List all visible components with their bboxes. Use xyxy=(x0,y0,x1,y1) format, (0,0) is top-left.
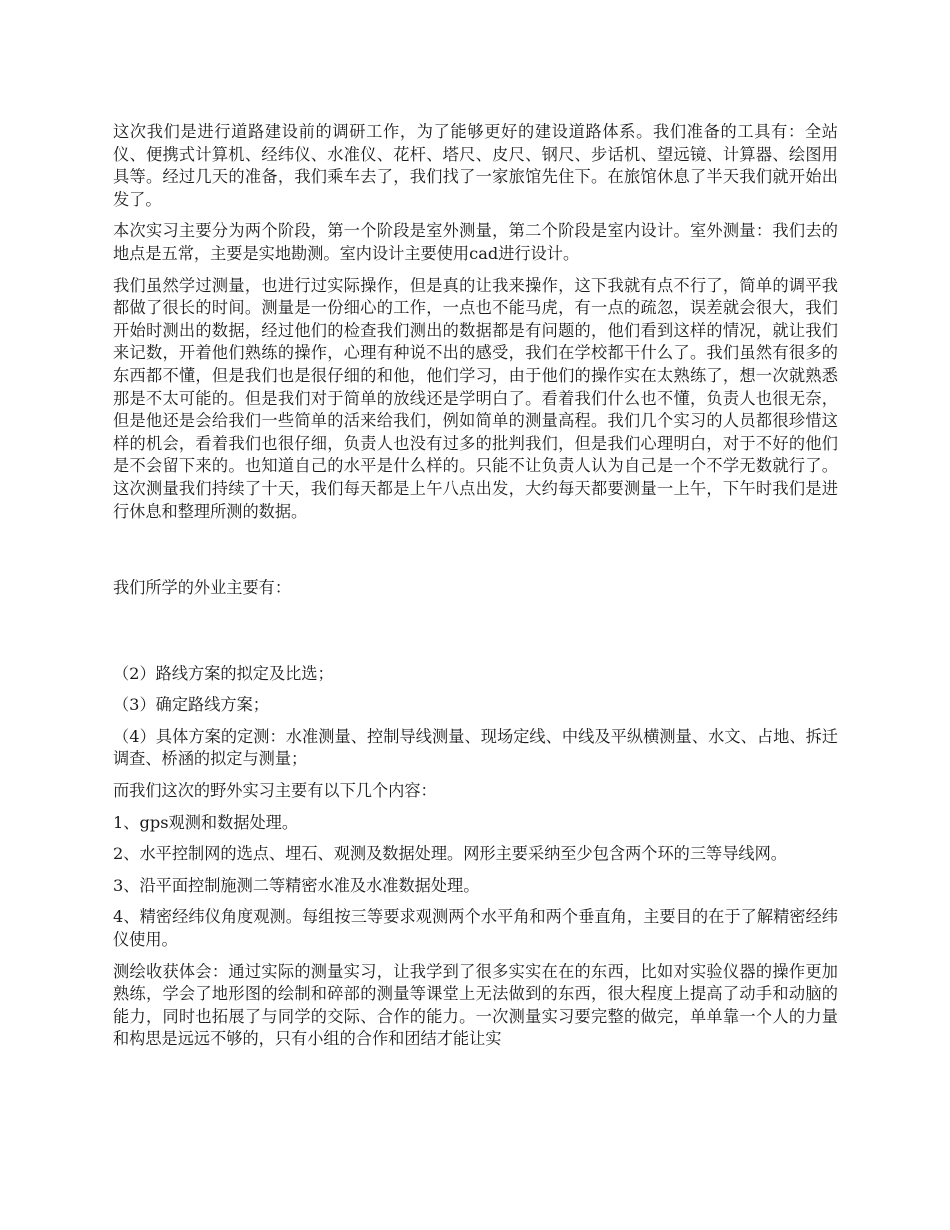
paragraph-fieldwork-heading: 我们所学的外业主要有： xyxy=(113,578,292,598)
paragraph-internship-content: 而我们这次的野外实习主要有以下几个内容： xyxy=(113,781,437,801)
list-item-gps: 1、gps观测和数据处理。 xyxy=(113,812,299,832)
blank-space xyxy=(113,609,838,663)
list-item-theodolite: 4、精密经纬仪角度观测。每组按三等要求观测两个水平角和两个垂直角，主要目的在于了解精密经纬仪使用。 xyxy=(113,907,838,950)
blank-space xyxy=(113,532,838,577)
paragraph-experience: 我们虽然学过测量，也进行过实际操作，但是真的让我来操作，这下我就有点不行了，简单的调平我都做了很长的时间。测量是一份细心的工作，一点也不能马虎，有一点的疏忽，误差就会很大，我们开始时测出的数据，经过他们的检查我们测出的数据都是有问题的，他们看到这样的情况，就让我们来记数，开着他们熟练的操作，心理有种说不出的感受，我们在学校都干什么了。我们虽然有很多的东西都不懂，但是我们也是很仔细的和他，他们学习，由于他们的操作实在太熟练了，想一次就熟悉那是不太可能的。但是我们对于简单的放线还是学明白了。看着我们什么也不懂，负责人也很无奈，但是他还是会给我们一些简单的活来给我们，例如简单的测量高程。我们几个实习的人员都很珍惜这样的机会，看着我们也很仔细，负责人也没有过多的批判我们，但是我们心理明白，对于不好的他们是不会留下来的。也知道自己的水平是什么样的。只能不让负责人认为自己是一个不学无数就行了。这次测量我们持续了十天，我们每天都是上午八点出发，大约每天都要测量一上午，下午时我们是进行休息和整理所测的数据。 xyxy=(113,275,838,521)
paragraph-intro: 这次我们是进行道路建设前的调研工作，为了能够更好的建设道路体系。我们准备的工具有：全站仪、便携式计算机、经纬仪、水准仪、花杆、塔尺、皮尺、钢尺、步话机、望远镜、计算器、绘图用具等。经过几天的准备，我们乘车去了，我们找了一家旅馆先住下。在旅馆休息了半天我们就开始出发了。 xyxy=(113,122,838,209)
list-item-route-options: （2）路线方案的拟定及比选； xyxy=(113,663,334,683)
list-item-route-plan: （3）确定路线方案； xyxy=(113,695,269,715)
list-item-control-network: 2、水平控制网的选点、埋石、观测及数据处理。网形主要采纳至少包含两个环的三等导线网。 xyxy=(113,844,787,864)
list-item-leveling: 3、沿平面控制施测二等精密水准及水准数据处理。 xyxy=(113,875,480,895)
paragraph-stages: 本次实习主要分为两个阶段，第一个阶段是室外测量，第二个阶段是室内设计。室外测量：我们去的地点是五常，主要是实地勘测。室内设计主要使用cad进行设计。 xyxy=(113,221,838,263)
paragraph-reflection: 测绘收获体会：通过实际的测量实习，让我学到了很多实实在在的东西，比如对实验仪器的操作更加熟练，学会了地形图的绘制和碎部的测量等课堂上无法做到的东西，很大程度上提高了动手和动脑的能力，同时也拓展了与同学的交际、合作的能力。一次测量实习要完整的做完，单单靠一个人的力量和构思是远远不够的，只有小组的合作和团结才能让实 xyxy=(113,961,838,1049)
document-body xyxy=(113,121,838,1060)
list-item-survey: （4）具体方案的定测：水准测量、控制导线测量、现场定线、中线及平纵横测量、水文、占地、拆迁调查、桥涵的拟定与测量； xyxy=(113,726,838,769)
